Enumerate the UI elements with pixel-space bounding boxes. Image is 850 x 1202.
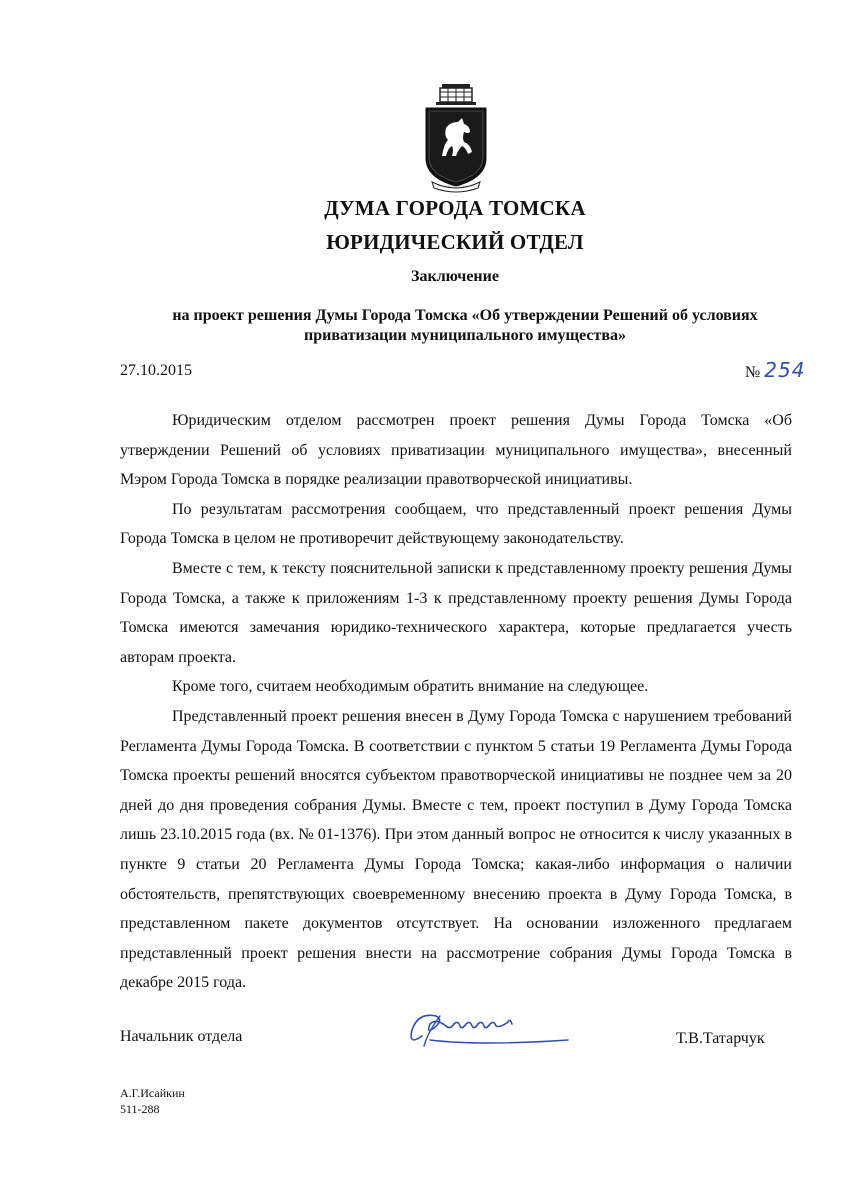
paragraph: Представленный проект решения внесен в Думу Города Томска с нарушением требований Регламента Думы Города Томска. В соответствии с пунктом 5 статьи 19 Регламента Думы Города Томска проекты решений вносятся субъектом правотворческой инициативы не позднее чем за 20 дней до дня проведения собрания Думы. Вместе с тем, проект поступил в Думу Города Томска лишь 23.10.2015 года (вх. № 01-1376). При этом данный вопрос не относится к числу указанных в пункте 9 статьи 20 Регламента Думы Города Томска; какая-либо информация о наличии обстоятельств, препятствующих своевременному внесению проекта в Думу Города Томска, в представленном пакете документов отсутствует. На основании изложенного предлагаем представленный проект решения внести на рассмотрение собрания Думы Города Томска в декабре 2015 года.: [120, 707, 792, 992]
document-type: Заключение: [411, 268, 499, 285]
paragraph: Кроме того, считаем необходимым обратить внимание на следующее.: [172, 678, 649, 696]
document-subject: на проект решения Думы Города Томска «Об утверждении Решений об условиях приватизации муниципального имущества»: [172, 307, 758, 344]
executor-name: А.Г.Исайкин: [120, 1086, 185, 1100]
number-value-handwritten: 254: [764, 358, 806, 382]
document-number: [745, 358, 805, 382]
executor-info: [120, 1085, 185, 1117]
document-date: 27.10.2015: [120, 362, 192, 379]
signatory-position: Начальник отдела: [120, 1028, 243, 1045]
executor-phone: 511-288: [120, 1102, 160, 1116]
paragraph: Юридическим отделом рассмотрен проект решения Думы Города Томска «Об утверждении Решений об условиях приватизации муниципального имущества», внесенный Мэром Города Томска в порядке реализации правотворческой инициативы.: [120, 412, 792, 489]
city-coat-of-arms-icon: [418, 82, 494, 194]
document-body: [120, 406, 792, 998]
handwritten-signature: [400, 1006, 580, 1054]
organization-name: ДУМА ГОРОДА ТОМСКА: [324, 196, 586, 220]
signatory-name: Т.В.Татарчук: [676, 1030, 765, 1047]
paragraph: По результатам рассмотрения сообщаем, что представленный проект решения Думы Города Томска в целом не противоречит действующему законодательству.: [120, 500, 792, 548]
department-name: ЮРИДИЧЕСКИЙ ОТДЕЛ: [326, 230, 584, 254]
number-label: №: [745, 364, 761, 381]
paragraph: Вместе с тем, к тексту пояснительной записки к представленному проекту решения Думы Города Томска, а также к приложениям 1-3 к представленному проекту решения Думы Города Томска имеются замечания юридико-технического характера, которые предлагается учесть авторам проекта.: [120, 559, 792, 666]
